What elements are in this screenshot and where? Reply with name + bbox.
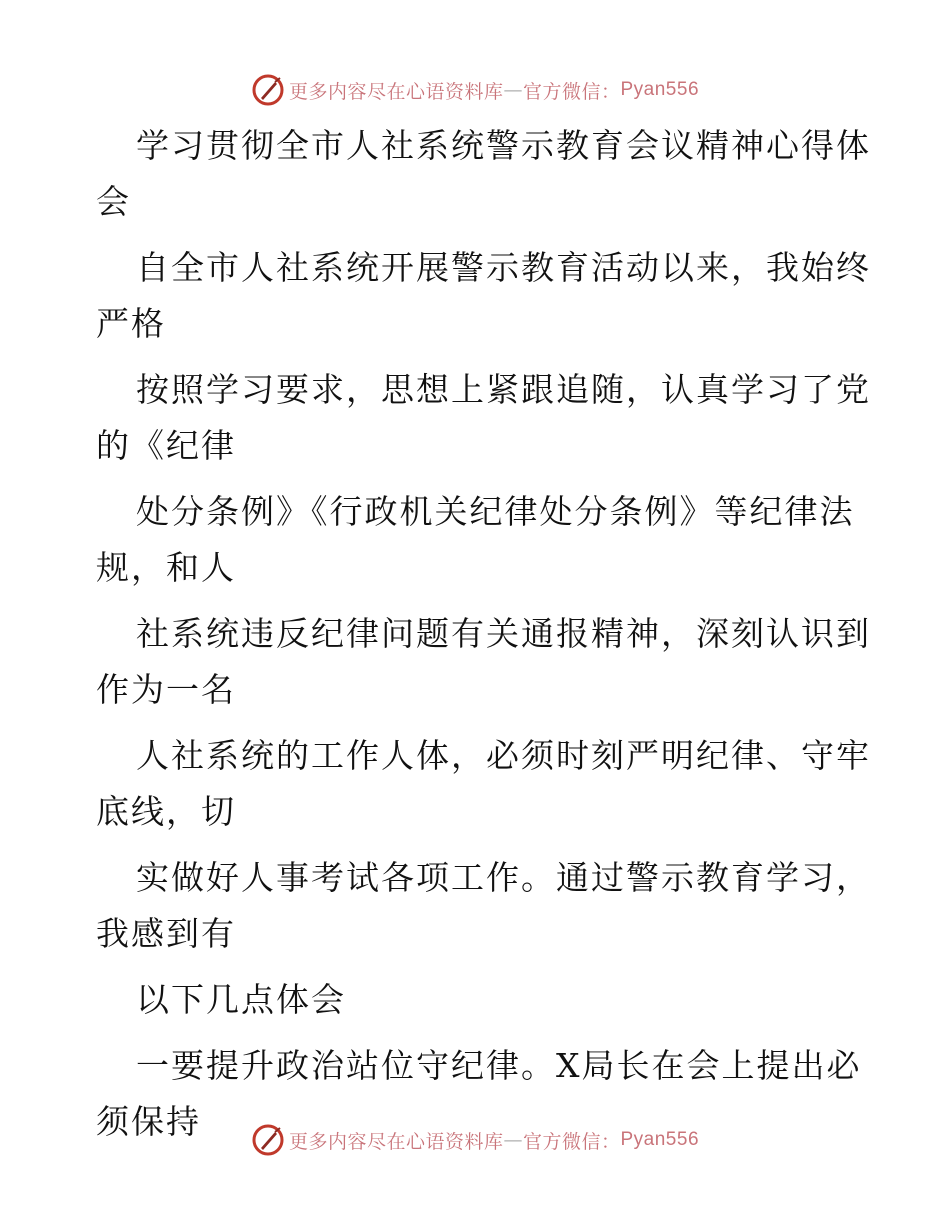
document-body (96, 118, 871, 1150)
text-line: 人社系统的工作人体，必须时刻严明纪律、守牢 (136, 736, 871, 775)
text-line: 社系统违反纪律问题有关通报精神，深刻认识到 (136, 614, 871, 653)
text-line: 自全市人社系统开展警示教育活动以来，我始终 (136, 248, 871, 287)
text-line: 作为一名 (96, 670, 236, 709)
header-watermark (0, 70, 950, 110)
text-line: 处分条例》《行政机关纪律处分条例》等纪律法 (136, 492, 855, 531)
title-line-2: 会 (96, 182, 131, 221)
text-line: 底线，切 (96, 792, 236, 831)
title-line-1: 学习贯彻全市人社系统警示教育会议精神心得体 (136, 126, 871, 165)
quill-logo-icon (251, 1123, 285, 1157)
watermark-separator: — (503, 1129, 523, 1151)
watermark-wechat-id: Pyan556 (620, 1129, 700, 1150)
watermark-text: 更多内容尽在心语资料库 (288, 80, 504, 103)
text-line: 规，和人 (96, 548, 236, 587)
footer-watermark (0, 1120, 950, 1160)
text-line: 一要提升政治站位守纪律。X局长在会上提出必 (136, 1046, 862, 1085)
watermark-suffix: 官方微信： (522, 1130, 621, 1153)
text-line: 严格 (96, 304, 166, 343)
text-line: 须保持 (96, 1102, 201, 1141)
watermark-text: 更多内容尽在心语资料库 (288, 1130, 504, 1153)
watermark-wechat-id: Pyan556 (620, 79, 700, 100)
text-line: 我感到有 (96, 914, 236, 953)
watermark-suffix: 官方微信： (522, 80, 621, 103)
quill-logo-icon (251, 73, 285, 107)
text-line: 的《纪律 (96, 426, 236, 465)
text-line: 按照学习要求，思想上紧跟追随，认真学习了党 (136, 370, 871, 409)
text-line: 实做好人事考试各项工作。通过警示教育学习， (136, 858, 871, 897)
watermark-separator: — (503, 79, 523, 101)
text-line: 以下几点体会 (136, 980, 346, 1019)
